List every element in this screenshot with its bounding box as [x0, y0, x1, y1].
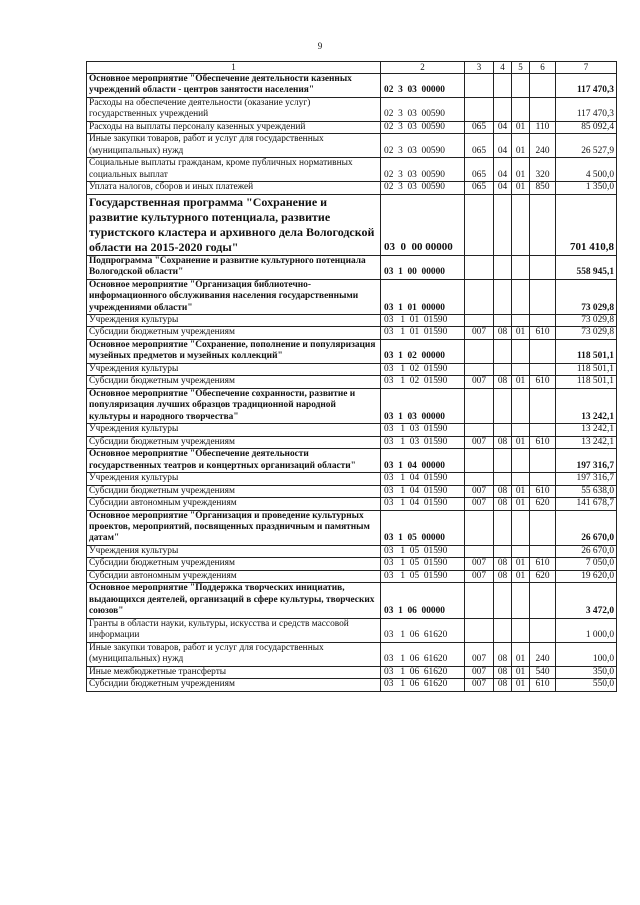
- item-name: Субсидии бюджетным учреждениям: [87, 485, 381, 497]
- vr-code: 007: [465, 485, 494, 497]
- pr-code: [512, 388, 530, 423]
- budget-code: 03 1 03 00000: [381, 388, 465, 423]
- vr-code: 007: [465, 436, 494, 448]
- column-header: 3: [465, 62, 494, 74]
- budget-code: 02 3 03 00590: [381, 97, 465, 121]
- item-name: Учреждения культуры: [87, 473, 381, 485]
- item-name: Иные закупки товаров, работ и услуг для государственных (муниципальных) нужд: [87, 134, 381, 158]
- gr-code: [530, 618, 556, 642]
- amount: 73 029,8: [556, 279, 617, 314]
- rz-code: 04: [494, 134, 512, 158]
- column-header: 7: [556, 62, 617, 74]
- gr-code: 610: [530, 485, 556, 497]
- vr-code: 065: [465, 158, 494, 182]
- table-row: [87, 510, 617, 545]
- rz-code: 08: [494, 570, 512, 582]
- rz-code: [494, 510, 512, 545]
- budget-code: 03 1 04 01590: [381, 485, 465, 497]
- item-name: Основное мероприятие "Обеспечение деятельности государственных театров и концертных организаций области": [87, 449, 381, 473]
- budget-code: 02 3 03 00590: [381, 134, 465, 158]
- vr-code: 065: [465, 134, 494, 158]
- budget-code: 03 1 05 00000: [381, 510, 465, 545]
- gr-code: [530, 545, 556, 557]
- vr-code: 007: [465, 570, 494, 582]
- pr-code: [512, 339, 530, 363]
- amount: 85 092,4: [556, 121, 617, 133]
- amount: 197 316,7: [556, 473, 617, 485]
- item-name: Государственная программа "Сохранение и развитие культурного потенциала, развитие туристского кластера и архивного дела Вологодской области на 2015-2020 годы": [87, 194, 381, 255]
- gr-code: [530, 255, 556, 279]
- pr-code: 01: [512, 498, 530, 510]
- item-name: Субсидии бюджетным учреждениям: [87, 558, 381, 570]
- amount: 4 500,0: [556, 158, 617, 182]
- amount: 13 242,1: [556, 424, 617, 436]
- pr-code: 01: [512, 642, 530, 666]
- vr-code: [465, 363, 494, 375]
- budget-code: 03 1 05 01590: [381, 545, 465, 557]
- table-row: [87, 473, 617, 485]
- rz-code: 08: [494, 558, 512, 570]
- rz-code: 08: [494, 485, 512, 497]
- pr-code: [512, 545, 530, 557]
- rz-code: [494, 618, 512, 642]
- vr-code: [465, 73, 494, 97]
- table-row: [87, 545, 617, 557]
- table-row: [87, 97, 617, 121]
- table-row: [87, 388, 617, 423]
- gr-code: [530, 510, 556, 545]
- table-row: [87, 570, 617, 582]
- amount: 350,0: [556, 666, 617, 678]
- budget-code: 03 1 01 01590: [381, 315, 465, 327]
- rz-code: [494, 449, 512, 473]
- gr-code: 620: [530, 498, 556, 510]
- rz-code: [494, 388, 512, 423]
- vr-code: 007: [465, 327, 494, 339]
- gr-code: 240: [530, 642, 556, 666]
- item-name: Иные закупки товаров, работ и услуг для государственных (муниципальных) нужд: [87, 642, 381, 666]
- amount: 13 242,1: [556, 388, 617, 423]
- item-name: Основное мероприятие "Сохранение, пополнение и популяризация музейных предметов и музейных коллекций": [87, 339, 381, 363]
- vr-code: 007: [465, 642, 494, 666]
- amount: 118 501,1: [556, 363, 617, 375]
- table-row: [87, 327, 617, 339]
- gr-code: 850: [530, 182, 556, 194]
- budget-code: 03 1 06 61620: [381, 618, 465, 642]
- budget-code: 03 1 04 01590: [381, 498, 465, 510]
- gr-code: [530, 473, 556, 485]
- item-name: Субсидии бюджетным учреждениям: [87, 327, 381, 339]
- item-name: Подпрограмма "Сохранение и развитие культурного потенциала Вологодской области": [87, 255, 381, 279]
- gr-code: 610: [530, 558, 556, 570]
- table-row: [87, 558, 617, 570]
- pr-code: [512, 510, 530, 545]
- gr-code: 540: [530, 666, 556, 678]
- amount: 117 470,3: [556, 73, 617, 97]
- pr-code: [512, 194, 530, 255]
- table-row: [87, 194, 617, 255]
- gr-code: [530, 363, 556, 375]
- rz-code: [494, 363, 512, 375]
- vr-code: 007: [465, 679, 494, 691]
- budget-code: 03 1 06 00000: [381, 583, 465, 618]
- budget-code: 02 3 03 00590: [381, 182, 465, 194]
- budget-code: 03 1 06 61620: [381, 679, 465, 691]
- rz-code: [494, 339, 512, 363]
- amount: 197 316,7: [556, 449, 617, 473]
- item-name: Учреждения культуры: [87, 363, 381, 375]
- budget-code: 03 1 05 01590: [381, 558, 465, 570]
- pr-code: 01: [512, 558, 530, 570]
- column-header: 6: [530, 62, 556, 74]
- table-row: [87, 666, 617, 678]
- pr-code: 01: [512, 327, 530, 339]
- rz-code: [494, 279, 512, 314]
- rz-code: [494, 315, 512, 327]
- amount: 26 670,0: [556, 545, 617, 557]
- table-row: [87, 279, 617, 314]
- gr-code: [530, 583, 556, 618]
- budget-code: 02 3 03 00590: [381, 158, 465, 182]
- vr-code: [465, 618, 494, 642]
- gr-code: [530, 97, 556, 121]
- table-row: [87, 182, 617, 194]
- item-name: Расходы на выплаты персоналу казенных учреждений: [87, 121, 381, 133]
- vr-code: [465, 449, 494, 473]
- rz-code: [494, 473, 512, 485]
- rz-code: 04: [494, 158, 512, 182]
- item-name: Основное мероприятие "Организация и проведение культурных проектов, мероприятий, посвященных праздничным и памятным датам": [87, 510, 381, 545]
- pr-code: 01: [512, 436, 530, 448]
- amount: 26 670,0: [556, 510, 617, 545]
- budget-code: 03 1 02 01590: [381, 376, 465, 388]
- budget-code: 03 1 02 00000: [381, 339, 465, 363]
- gr-code: 240: [530, 134, 556, 158]
- amount: 3 472,0: [556, 583, 617, 618]
- gr-code: 320: [530, 158, 556, 182]
- item-name: Социальные выплаты гражданам, кроме публичных нормативных социальных выплат: [87, 158, 381, 182]
- vr-code: [465, 315, 494, 327]
- vr-code: [465, 388, 494, 423]
- pr-code: 01: [512, 182, 530, 194]
- gr-code: [530, 315, 556, 327]
- item-name: Уплата налогов, сборов и иных платежей: [87, 182, 381, 194]
- table-row: [87, 449, 617, 473]
- budget-code: 03 1 06 61620: [381, 642, 465, 666]
- gr-code: [530, 339, 556, 363]
- amount: 550,0: [556, 679, 617, 691]
- rz-code: [494, 255, 512, 279]
- item-name: Субсидии бюджетным учреждениям: [87, 679, 381, 691]
- budget-code: 03 0 00 00000: [381, 194, 465, 255]
- budget-code: 03 1 01 01590: [381, 327, 465, 339]
- rz-code: 04: [494, 121, 512, 133]
- pr-code: [512, 449, 530, 473]
- gr-code: 110: [530, 121, 556, 133]
- vr-code: [465, 255, 494, 279]
- table-row: [87, 255, 617, 279]
- pr-code: 01: [512, 376, 530, 388]
- table-row: [87, 642, 617, 666]
- rz-code: 08: [494, 327, 512, 339]
- table-row: [87, 679, 617, 691]
- table-row: [87, 618, 617, 642]
- rz-code: 04: [494, 182, 512, 194]
- budget-code: 03 1 06 61620: [381, 666, 465, 678]
- column-header: 1: [87, 62, 381, 74]
- gr-code: [530, 73, 556, 97]
- pr-code: 01: [512, 666, 530, 678]
- pr-code: [512, 73, 530, 97]
- rz-code: 08: [494, 498, 512, 510]
- amount: 1 000,0: [556, 618, 617, 642]
- budget-code: 02 3 03 00000: [381, 73, 465, 97]
- vr-code: 007: [465, 558, 494, 570]
- budget-code: 03 1 01 00000: [381, 279, 465, 314]
- pr-code: [512, 473, 530, 485]
- amount: 141 678,7: [556, 498, 617, 510]
- gr-code: 610: [530, 376, 556, 388]
- vr-code: 065: [465, 182, 494, 194]
- pr-code: 01: [512, 158, 530, 182]
- table-row: [87, 424, 617, 436]
- pr-code: [512, 279, 530, 314]
- vr-code: [465, 279, 494, 314]
- vr-code: 007: [465, 376, 494, 388]
- amount: 118 501,1: [556, 376, 617, 388]
- budget-table: [86, 61, 617, 692]
- vr-code: [465, 339, 494, 363]
- table-row: [87, 73, 617, 97]
- pr-code: 01: [512, 121, 530, 133]
- item-name: Основное мероприятие "Обеспечение деятельности казенных учреждений области - центров занятости населения": [87, 73, 381, 97]
- budget-code: 03 1 05 01590: [381, 570, 465, 582]
- table-row: [87, 158, 617, 182]
- table-row: [87, 363, 617, 375]
- amount: 73 029,8: [556, 315, 617, 327]
- rz-code: 08: [494, 679, 512, 691]
- budget-code: 03 1 00 00000: [381, 255, 465, 279]
- vr-code: 007: [465, 498, 494, 510]
- vr-code: [465, 424, 494, 436]
- gr-code: [530, 279, 556, 314]
- gr-code: [530, 449, 556, 473]
- column-header: 5: [512, 62, 530, 74]
- rz-code: 08: [494, 642, 512, 666]
- amount: 118 501,1: [556, 339, 617, 363]
- table-row: [87, 121, 617, 133]
- amount: 19 620,0: [556, 570, 617, 582]
- budget-code: 03 1 04 01590: [381, 473, 465, 485]
- table-row: [87, 376, 617, 388]
- table-row: [87, 339, 617, 363]
- vr-code: 065: [465, 121, 494, 133]
- item-name: Учреждения культуры: [87, 545, 381, 557]
- rz-code: [494, 424, 512, 436]
- pr-code: [512, 424, 530, 436]
- page-number: 9: [317, 41, 323, 51]
- column-header: 4: [494, 62, 512, 74]
- amount: 558 945,1: [556, 255, 617, 279]
- item-name: Субсидии бюджетным учреждениям: [87, 376, 381, 388]
- amount: 100,0: [556, 642, 617, 666]
- rz-code: 08: [494, 666, 512, 678]
- pr-code: [512, 618, 530, 642]
- item-name: Субсидии автономным учреждениям: [87, 570, 381, 582]
- table-row: [87, 315, 617, 327]
- amount: 13 242,1: [556, 436, 617, 448]
- gr-code: [530, 388, 556, 423]
- gr-code: [530, 194, 556, 255]
- amount: 701 410,8: [556, 194, 617, 255]
- column-header: 2: [381, 62, 465, 74]
- budget-code: 03 1 03 01590: [381, 424, 465, 436]
- item-name: Иные межбюджетные трансферты: [87, 666, 381, 678]
- item-name: Учреждения культуры: [87, 315, 381, 327]
- pr-code: 01: [512, 679, 530, 691]
- item-name: Гранты в области науки, культуры, искусства и средств массовой информации: [87, 618, 381, 642]
- header-row: [87, 62, 617, 74]
- budget-code: 02 3 03 00590: [381, 121, 465, 133]
- rz-code: 08: [494, 376, 512, 388]
- pr-code: 01: [512, 134, 530, 158]
- rz-code: [494, 545, 512, 557]
- pr-code: [512, 315, 530, 327]
- pr-code: [512, 255, 530, 279]
- amount: 55 638,0: [556, 485, 617, 497]
- vr-code: [465, 583, 494, 618]
- table-row: [87, 436, 617, 448]
- amount: 117 470,3: [556, 97, 617, 121]
- budget-code: 03 1 03 01590: [381, 436, 465, 448]
- pr-code: [512, 583, 530, 618]
- pr-code: [512, 97, 530, 121]
- budget-code: 03 1 04 00000: [381, 449, 465, 473]
- gr-code: 610: [530, 679, 556, 691]
- rz-code: [494, 97, 512, 121]
- amount: 73 029,8: [556, 327, 617, 339]
- gr-code: [530, 424, 556, 436]
- vr-code: 007: [465, 666, 494, 678]
- table-row: [87, 498, 617, 510]
- table-row: [87, 134, 617, 158]
- amount: 26 527,9: [556, 134, 617, 158]
- amount: 1 350,0: [556, 182, 617, 194]
- amount: 7 050,0: [556, 558, 617, 570]
- gr-code: 620: [530, 570, 556, 582]
- budget-code: 03 1 02 01590: [381, 363, 465, 375]
- gr-code: 610: [530, 436, 556, 448]
- pr-code: 01: [512, 485, 530, 497]
- rz-code: 08: [494, 436, 512, 448]
- item-name: Расходы на обеспечение деятельности (оказание услуг) государственных учреждений: [87, 97, 381, 121]
- item-name: Учреждения культуры: [87, 424, 381, 436]
- rz-code: [494, 194, 512, 255]
- rz-code: [494, 73, 512, 97]
- vr-code: [465, 545, 494, 557]
- pr-code: [512, 363, 530, 375]
- item-name: Основное мероприятие "Обеспечение сохранности, развитие и популяризация лучших образцов традиционной народной культуры и народного творчества": [87, 388, 381, 423]
- vr-code: [465, 510, 494, 545]
- gr-code: 610: [530, 327, 556, 339]
- item-name: Основное мероприятие "Поддержка творческих инициатив, выдающихся деятелей, организаций в сфере культуры, творческих союзов": [87, 583, 381, 618]
- rz-code: [494, 583, 512, 618]
- table-row: [87, 485, 617, 497]
- table-row: [87, 583, 617, 618]
- item-name: Основное мероприятие "Организация библиотечно-информационного обслуживания населения государственными учреждениями области": [87, 279, 381, 314]
- item-name: Субсидии автономным учреждениям: [87, 498, 381, 510]
- item-name: Субсидии бюджетным учреждениям: [87, 436, 381, 448]
- vr-code: [465, 194, 494, 255]
- vr-code: [465, 473, 494, 485]
- pr-code: 01: [512, 570, 530, 582]
- vr-code: [465, 97, 494, 121]
